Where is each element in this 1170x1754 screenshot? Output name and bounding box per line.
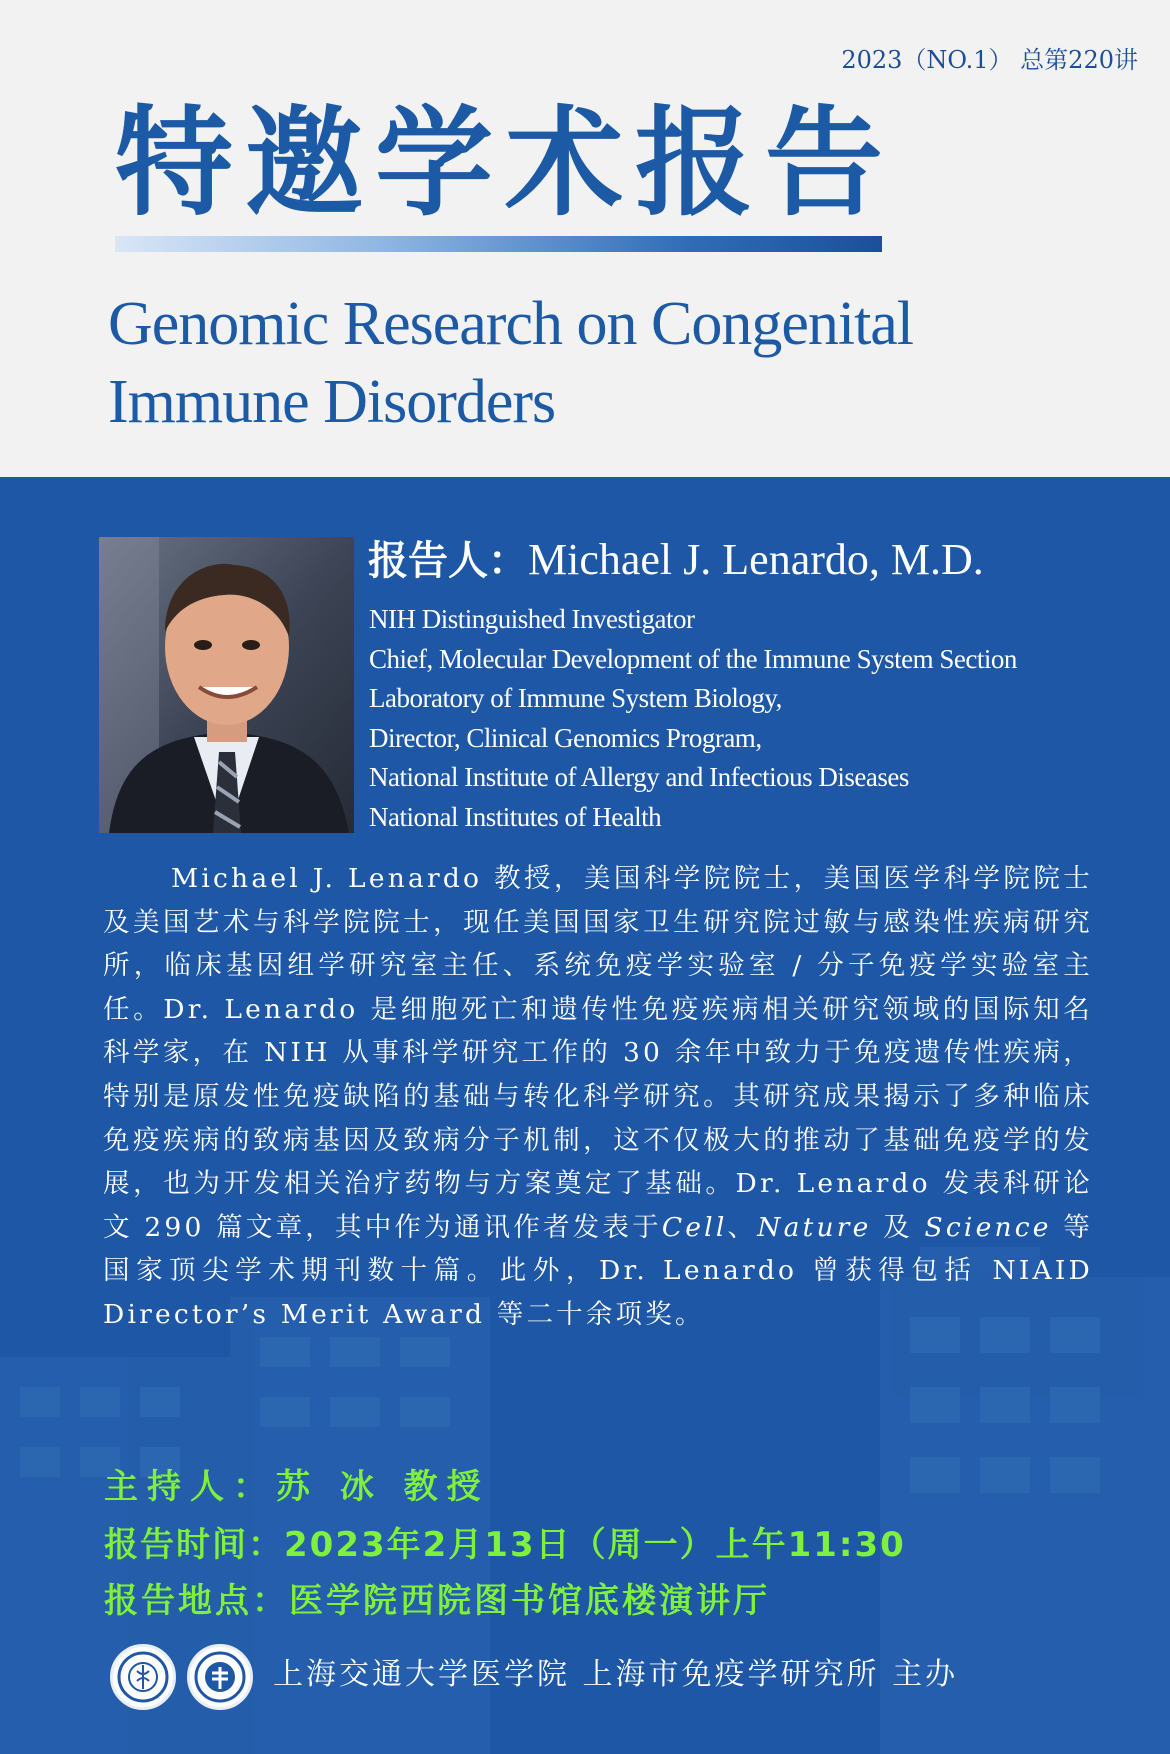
content-panel	[0, 477, 1170, 1754]
issue-number: 2023（NO.1） 总第220讲	[841, 46, 1138, 74]
speaker-portrait-illustration	[99, 537, 354, 833]
speaker-biography	[103, 857, 1093, 1337]
page-title-cn: 特邀学术报告	[115, 93, 896, 232]
speaker-name: Michael J. Lenardo, M.D.	[528, 535, 984, 584]
bio-text-part2: 等国家顶尖学术期刊数十篇。此外，Dr. Lenardo 曾获得包括 NIAID Director’s Merit Award 等二十余项奖。	[103, 1211, 1094, 1330]
affiliation-line: National Institute of Allergy and Infectious Diseases	[369, 762, 909, 792]
sjtu-medicine-logo-icon	[110, 1644, 176, 1710]
speaker-affiliations	[369, 600, 1149, 837]
organizers-text: 上海交通大学医学院 上海市免疫学研究所 主办	[273, 1657, 959, 1692]
event-time: 报告时间：2023年2月13日（周一）上午11:30	[104, 1525, 906, 1565]
header-section	[0, 0, 1170, 477]
bio-separator: 及	[871, 1211, 925, 1243]
affiliation-line: National Institutes of Health	[369, 801, 662, 832]
title-underline	[115, 236, 882, 252]
bio-text-part1: Michael J. Lenardo 教授，美国科学院院士，美国医学科学院院士及美国艺术与科学院院士，现任美国国家卫生研究院过敏与感染性疾病研究所，临床基因组学研究室主任、系统免疫学实验室 / 分子免疫学实验室主任。Dr. Lenardo 是细胞死亡和遗传性免疫疾病相关研究领域的国际知名科学家，在 NIH 从事科学研究工作的 30 余年中致力于免疫遗传性疾病，特别是原发性免疫缺陷的基础与转化科学研究。其研究成果揭示了多种临床免疫疾病的致病基因及致病分子机制，这不仅极大的推动了基础免疫学的发展，也为开发相关治疗药物与方案奠定了基础。Dr. Lenardo 发表科研论文 290 篇文章，其中作为通讯作者发表于	[103, 863, 1093, 1243]
lecture-title-line2: Immune Disorders	[108, 368, 556, 436]
speaker-heading	[368, 529, 984, 586]
event-location: 报告地点：医学院西院图书馆底楼演讲厅	[104, 1581, 770, 1621]
host-info: 主持人：苏 冰 教授	[104, 1467, 490, 1507]
journal-nature: Nature	[757, 1211, 872, 1243]
speaker-label: 报告人：	[368, 538, 528, 584]
bio-separator: 、	[727, 1211, 758, 1243]
immunology-institute-logo-icon	[187, 1644, 253, 1710]
lecture-title-en	[108, 285, 1128, 441]
affiliation-line: Laboratory of Immune System Biology,	[369, 683, 782, 713]
speaker-photo	[99, 537, 354, 833]
journal-cell: Cell	[661, 1211, 728, 1243]
lecture-title-line1: Genomic Research on Congenital	[108, 290, 914, 358]
affiliation-line: NIH Distinguished Investigator	[369, 604, 695, 634]
affiliation-line: Chief, Molecular Development of the Immune System Section	[369, 643, 1017, 674]
affiliation-line: Director, Clinical Genomics Program,	[369, 722, 762, 753]
journal-science: Science	[924, 1211, 1052, 1243]
